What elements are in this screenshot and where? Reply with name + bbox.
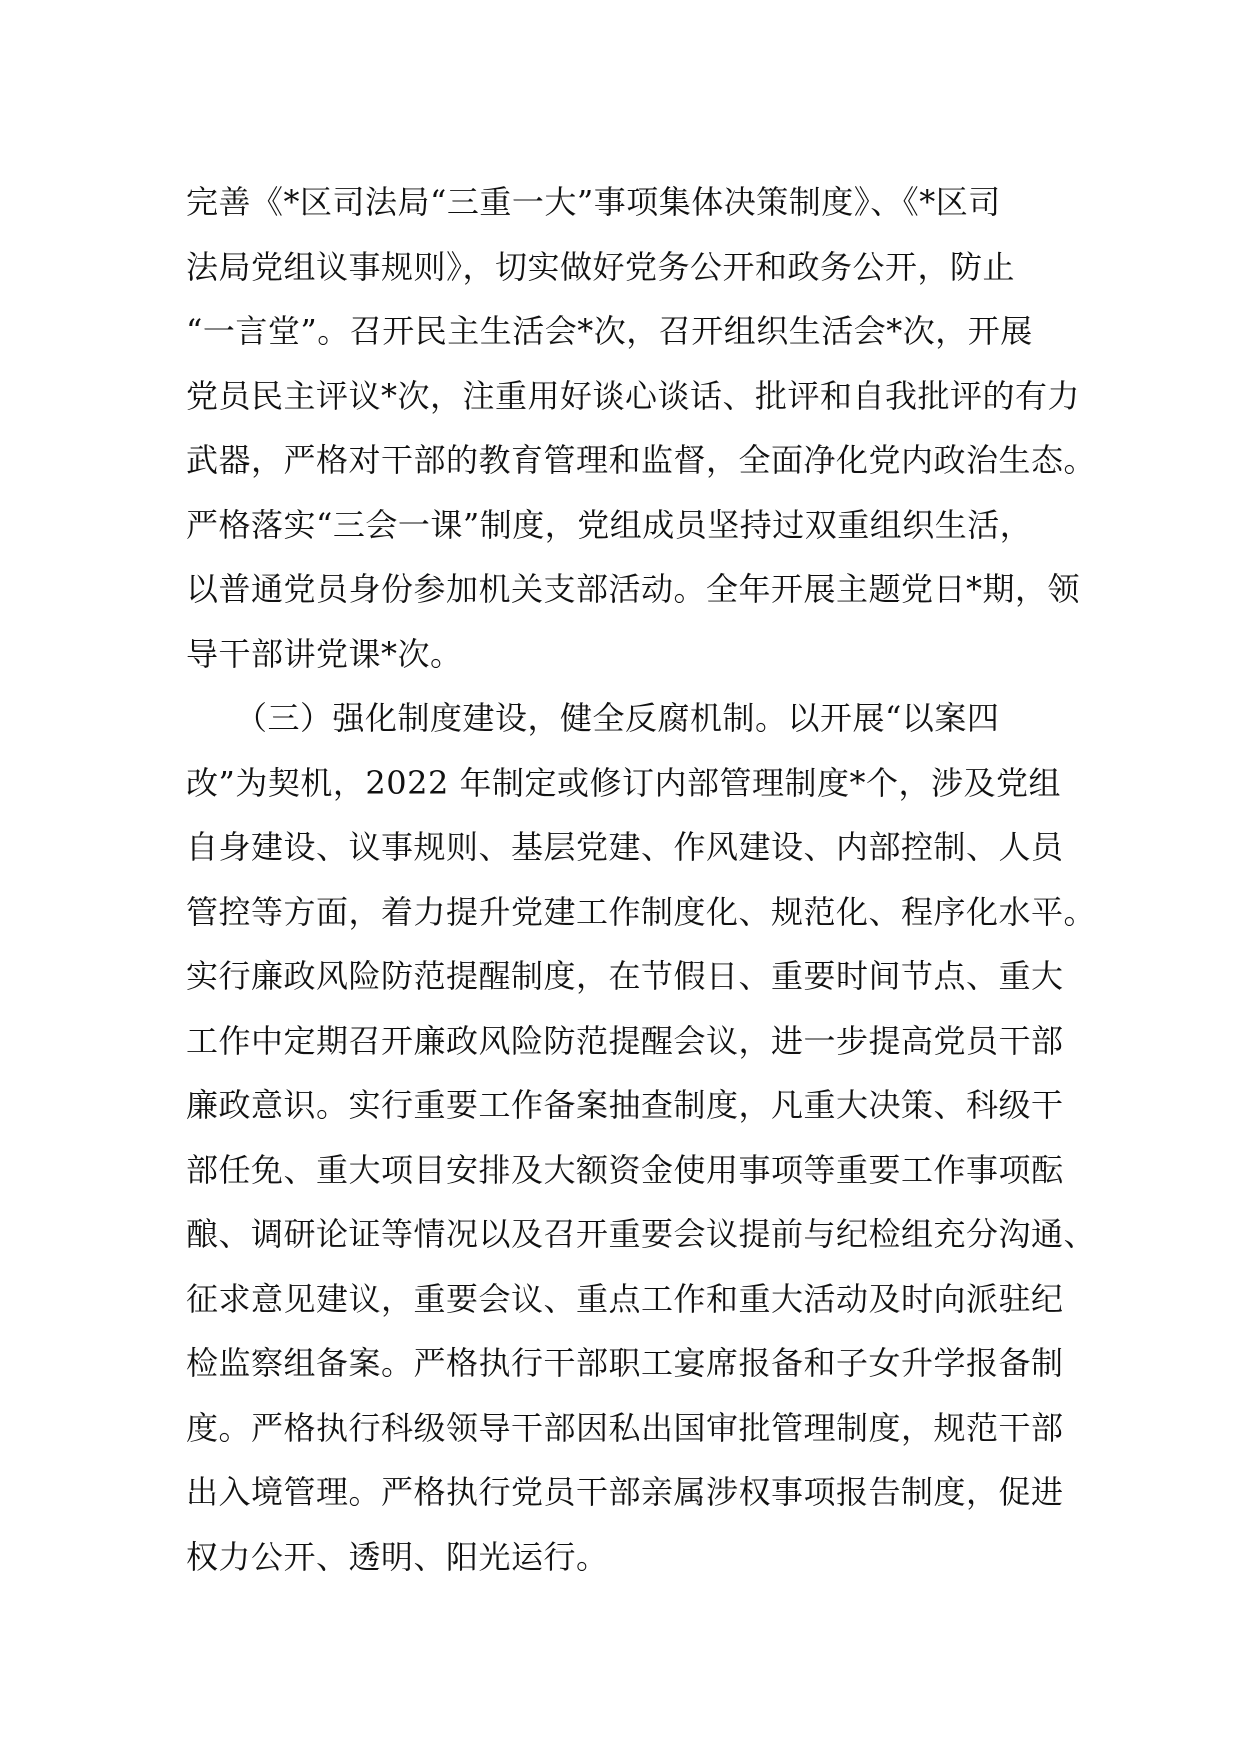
section-heading-line: （三）强化制度建设，健全反腐机制。以开展“以案四 (186, 699, 1000, 737)
text-line: 征求意见建议，重要会议、重点工作和重大活动及时向派驻纪 (186, 1279, 1064, 1318)
text-line: 武器，严格对干部的教育管理和监督，全面净化党内政治生态。 (186, 441, 1097, 479)
text-line: 度。严格执行科级领导干部因私出国审批管理制度，规范干部 (186, 1408, 1064, 1447)
text-line: 权力公开、透明、阳光运行。 (186, 1537, 609, 1576)
text-line: 实行廉政风险防范提醒制度，在节假日、重要时间节点、重大 (186, 957, 1064, 995)
document-body (186, 170, 1097, 1589)
text-line: 改”为契机，2022 年制定或修订内部管理制度*个，涉及党组 (186, 763, 1061, 802)
text-line: 管控等方面，着力提升党建工作制度化、规范化、程序化水平。 (186, 892, 1097, 931)
text-line: 导干部讲党课*次。 (186, 634, 463, 673)
text-line: “一言堂”。召开民主生活会*次，召开组织生活会*次，开展 (186, 312, 1033, 350)
text-line: 完善《*区司法局“三重一大”事项集体决策制度》、《*区司 (186, 183, 1001, 221)
text-line: 酿、调研论证等情况以及召开重要会议提前与纪检组充分沟通、 (186, 1215, 1097, 1253)
text-line: 检监察组备案。严格执行干部职工宴席报备和子女升学报备制 (186, 1344, 1064, 1382)
text-line: 法局党组议事规则》，切实做好党务公开和政务公开，防止 (186, 247, 1016, 286)
text-line: 廉政意识。实行重要工作备案抽查制度，凡重大决策、科级干 (186, 1086, 1064, 1124)
text-line: 出入境管理。严格执行党员干部亲属涉权事项报告制度，促进 (186, 1473, 1064, 1511)
text-line: 部任免、重大项目安排及大额资金使用事项等重要工作事项酝 (186, 1150, 1064, 1189)
text-line: 党员民主评议*次，注重用好谈心谈话、批评和自我批评的有力 (186, 376, 1081, 415)
text-line: 严格落实“三会一课”制度，党组成员坚持过双重组织生活， (186, 505, 1033, 544)
text-line: 以普通党员身份参加机关支部活动。全年开展主题党日*期，领 (186, 570, 1081, 608)
text-line: 自身建设、议事规则、基层党建、作风建设、内部控制、人员 (186, 828, 1064, 866)
text-line: 工作中定期召开廉政风险防范提醒会议，进一步提高党员干部 (186, 1021, 1064, 1060)
